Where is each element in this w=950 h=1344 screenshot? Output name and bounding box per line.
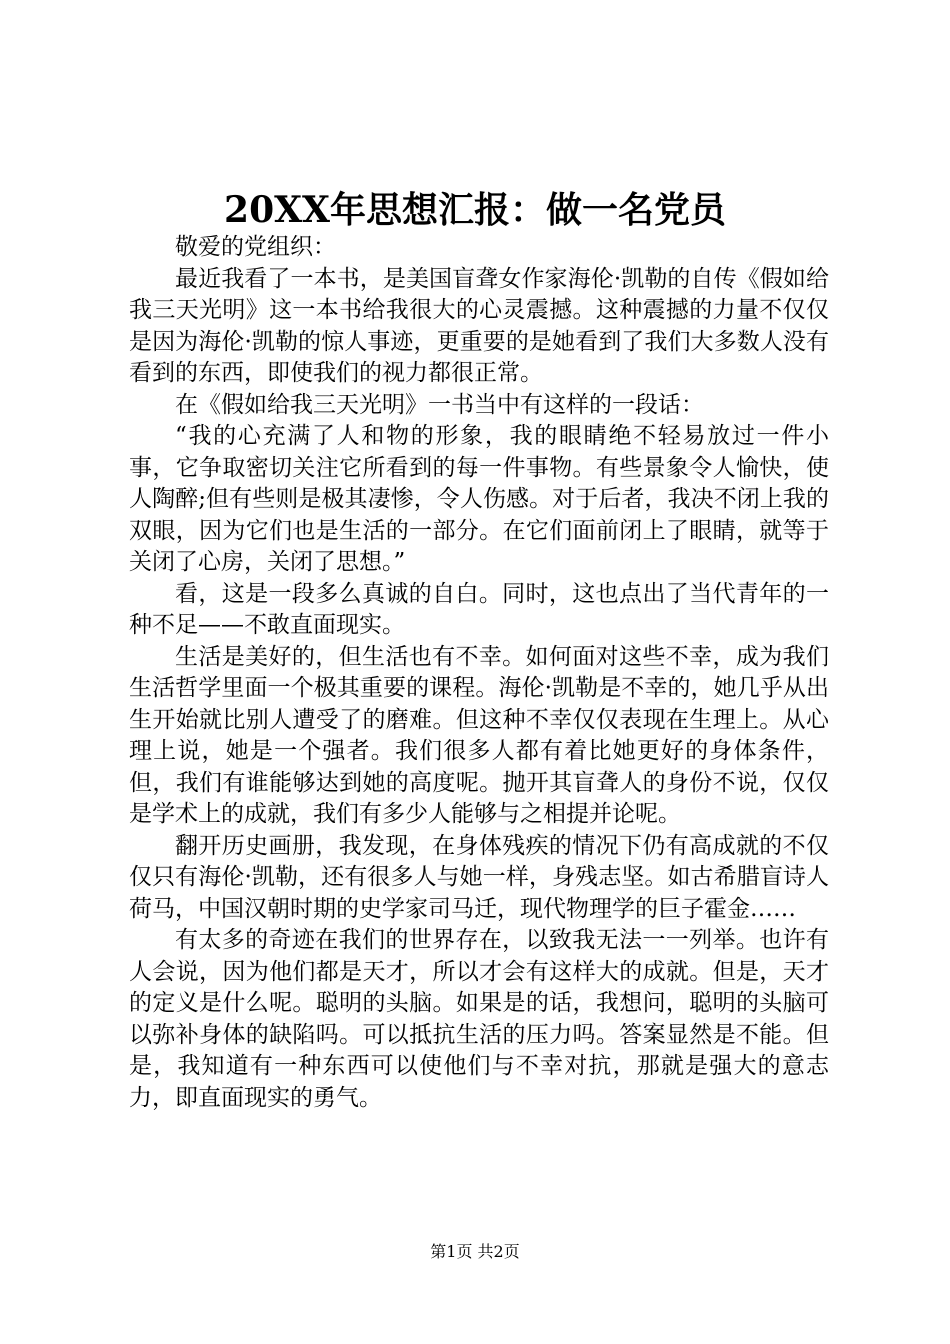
quote-paragraph: “我的心充满了人和物的形象，我的眼睛绝不轻易放过一件小事，它争取密切关注它所看到的每一件事物。有些景象令人愉快，使人陶醉;但有些则是极其凄惨，令人伤感。对于后者，我决不闭上我的双眼，因为它们也是生活的一部分。在它们面前闭上了眼睛，就等于关闭了心房，关闭了思想。” — [129, 423, 829, 575]
salutation: 敬爱的党组织： — [175, 234, 336, 260]
body-paragraph: 看，这是一段多么真诚的自白。同时，这也点出了当代青年的一种不足——不敢直面现实。 — [129, 580, 829, 638]
body-paragraph: 翻开历史画册，我发现，在身体残疾的情况下仍有高成就的不仅仅只有海伦·凯勒，还有很多人与她一样，身残志坚。如古希腊盲诗人荷马，中国汉朝时期的史学家司马迁，现代物理学的巨子霍金…… — [129, 832, 829, 922]
page-number-footer: 第1页 共2页 — [430, 1242, 520, 1261]
body-paragraph: 最近我看了一本书，是美国盲聋女作家海伦·凯勒的自传《假如给我三天光明》这一本书给我很大的心灵震撼。这种震撼的力量不仅仅是因为海伦·凯勒的惊人事迹，更重要的是她看到了我们大多数人没有看到的东西，即使我们的视力都很正常。 — [129, 265, 829, 386]
body-paragraph: 有太多的奇迹在我们的世界存在，以致我无法一一列举。也许有人会说，因为他们都是天才，所以才会有这样大的成就。但是，天才的定义是什么呢。聪明的头脑。如果是的话，我想问，聪明的头脑可以弥补身体的缺陷吗。可以抵抗生活的压力吗。答案显然是不能。但是，我知道有一种东西可以使他们与不幸对抗，那就是强大的意志力，即直面现实的勇气。 — [129, 927, 829, 1111]
body-paragraph: 生活是美好的，但生活也有不幸。如何面对这些不幸，成为我们生活哲学里面一个极其重要的课程。海伦·凯勒是不幸的，她几乎从出生开始就比别人遭受了的磨难。但这种不幸仅仅表现在生理上。从心理上说，她是一个强者。我们很多人都有着比她更好的身体条件，但，我们有谁能够达到她的高度呢。抛开其盲聋人的身份不说，仅仅是学术上的成就，我们有多少人能够与之相提并论呢。 — [129, 643, 829, 827]
page-title: 20XX年思想汇报：做一名党员 — [224, 189, 726, 231]
document-body — [129, 232, 829, 1114]
body-paragraph: 在《假如给我三天光明》一书当中有这样的一段话： — [175, 391, 704, 418]
